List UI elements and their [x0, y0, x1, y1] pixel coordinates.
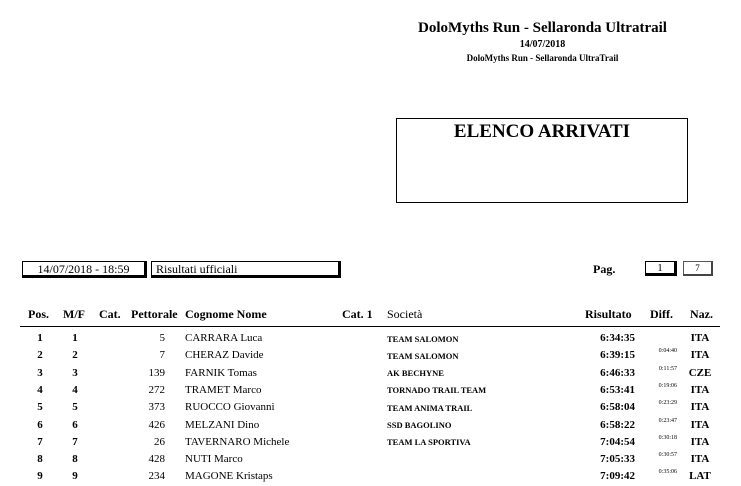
col-header-result: Risultato	[585, 307, 632, 321]
row-nationality: ITA	[690, 435, 710, 448]
header-divider	[20, 326, 720, 327]
row-position: 9	[37, 470, 43, 483]
col-header-club: Società	[387, 307, 423, 321]
row-club: TEAM LA SPORTIVA	[387, 437, 471, 448]
row-result-time: 7:09:42	[600, 470, 635, 483]
row-result-time: 6:34:35	[600, 332, 635, 344]
row-mf-position: 1	[72, 332, 78, 344]
row-bib: 26	[154, 435, 165, 448]
row-result-time: 7:05:33	[600, 453, 635, 466]
row-gap: 0:11:57	[658, 365, 677, 372]
row-athlete-name: CARRARA Luca	[185, 332, 263, 344]
row-result-time: 6:58:22	[600, 418, 635, 431]
col-header-diff: Diff.	[650, 307, 673, 321]
report-title: ELENCO ARRIVATI	[453, 121, 631, 142]
row-nationality: CZE	[688, 366, 712, 379]
row-bib: 426	[148, 418, 165, 431]
row-result-time: 6:46:33	[600, 366, 635, 379]
row-result-time: 6:58:04	[600, 401, 635, 414]
event-date: 14/07/2018	[519, 39, 566, 50]
row-athlete-name: MAGONE Kristaps	[185, 470, 273, 483]
row-nationality: ITA	[690, 383, 710, 396]
row-bib: 7	[159, 349, 165, 362]
row-mf-position: 5	[72, 401, 78, 414]
row-club: TEAM SALOMON	[387, 350, 459, 361]
event-title: DoloMyths Run - Sellaronda Ultratrail	[418, 20, 667, 36]
row-bib: 272	[148, 383, 165, 396]
row-bib: 428	[148, 453, 165, 466]
row-gap: 0:23:47	[658, 417, 677, 424]
row-nationality: ITA	[690, 332, 710, 344]
row-position: 5	[37, 401, 43, 414]
row-athlete-name: NUTI Marco	[185, 453, 243, 466]
row-position: 2	[37, 349, 43, 362]
row-nationality: ITA	[690, 453, 710, 466]
results-status: Risultati ufficiali	[151, 261, 341, 278]
row-bib: 234	[148, 470, 165, 483]
row-club: SSD BAGOLINO	[387, 420, 452, 430]
row-result-time: 6:39:15	[600, 349, 635, 362]
col-header-cat1: Cat. 1	[342, 307, 373, 321]
row-mf-position: 4	[72, 383, 78, 396]
page-label: Pag.	[593, 262, 616, 276]
row-gap: 0:04:40	[658, 348, 677, 355]
row-club: TEAM SALOMON	[387, 333, 459, 344]
col-header-pos: Pos.	[28, 307, 49, 321]
row-position: 7	[37, 435, 43, 448]
row-bib: 5	[159, 332, 165, 344]
row-athlete-name: CHERAZ Davide	[185, 349, 264, 362]
row-result-time: 6:53:41	[600, 383, 635, 396]
row-club: TEAM ANIMA TRAIL	[387, 402, 473, 413]
row-athlete-name: TRAMET Marco	[185, 383, 262, 396]
row-gap: 0:30:57	[658, 452, 677, 459]
row-position: 1	[37, 332, 43, 344]
row-bib: 373	[148, 401, 165, 414]
total-pages: 7	[683, 261, 713, 276]
row-mf-position: 8	[72, 453, 78, 466]
row-athlete-name: TAVERNARO Michele	[185, 435, 290, 448]
row-position: 8	[37, 453, 43, 466]
col-header-mf: M/F	[63, 307, 85, 321]
row-nationality: ITA	[690, 401, 710, 414]
row-gap: 0:35:06	[658, 469, 677, 476]
row-club: AK BECHYNE	[387, 368, 444, 379]
print-datetime: 14/07/2018 - 18:59	[22, 261, 147, 278]
row-position: 6	[37, 418, 43, 431]
row-athlete-name: FARNIK Tomas	[185, 366, 257, 379]
row-position: 3	[37, 366, 43, 379]
col-header-bib: Pettorale	[131, 307, 178, 321]
row-result-time: 7:04:54	[600, 435, 635, 448]
row-nationality: ITA	[690, 349, 710, 362]
row-athlete-name: RUOCCO Giovanni	[185, 401, 275, 414]
row-mf-position: 6	[72, 418, 78, 431]
row-gap: 0:30:18	[658, 434, 677, 441]
row-club: TORNADO TRAIL TEAM	[387, 385, 487, 396]
row-mf-position: 7	[72, 435, 78, 448]
event-subtitle: DoloMyths Run - Sellaronda UltraTrail	[466, 53, 619, 63]
row-nationality: ITA	[690, 418, 710, 431]
row-bib: 139	[148, 366, 165, 379]
row-mf-position: 3	[72, 366, 78, 379]
col-header-cat: Cat.	[99, 307, 121, 321]
row-athlete-name: MELZANI Dino	[185, 418, 260, 431]
row-position: 4	[37, 383, 43, 396]
row-mf-position: 2	[72, 349, 78, 362]
col-header-name: Cognome Nome	[185, 307, 267, 321]
col-header-nat: Naz.	[690, 307, 713, 321]
row-nationality: LAT	[689, 470, 711, 483]
current-page: 1	[645, 261, 677, 276]
row-mf-position: 9	[72, 470, 78, 483]
row-gap: 0:23:29	[658, 400, 677, 407]
row-gap: 0:19:06	[658, 382, 677, 389]
